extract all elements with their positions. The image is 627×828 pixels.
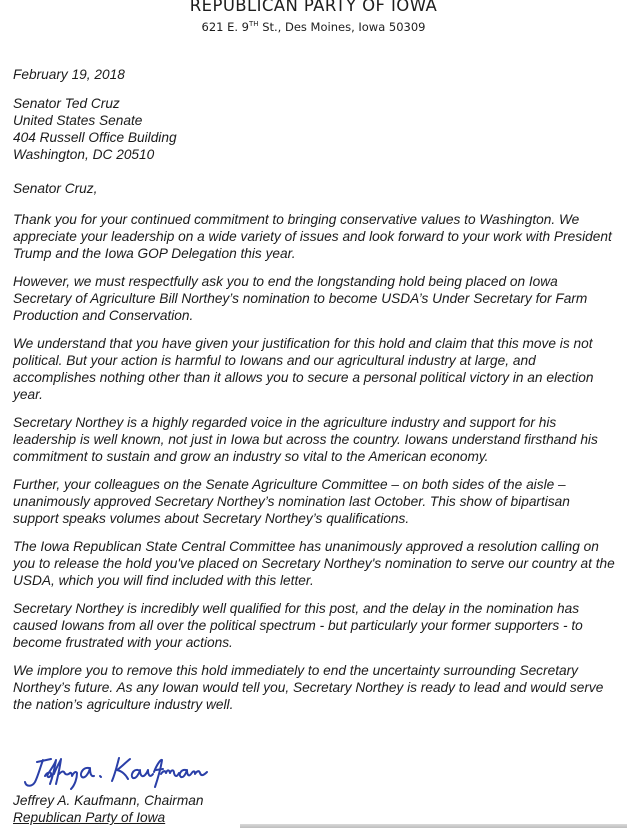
paragraph-1: Thank you for your continued commitment to bringing conservative values to Washington. We appreciate your leadership on a wide variety of issues and look forward to your work with President Trump and the Iowa GOP Delegation this year. [13,212,612,261]
paragraph-3: We understand that you have given your justification for this hold and claim that this move is not political. But your action is harmful to Iowans and our agricultural industry at large, and accomplishes nothing other than it allows you to secure a personal political victory in an election year. [13,336,594,402]
org-name: REPUBLICAN PARTY OF IOWA [189,0,438,15]
recipient-body: United States Senate [13,113,143,128]
paragraph-4: Secretary Northey is a highly regarded voice in the agriculture industry and support for his leadership is well known, not just in Iowa but across the country. Iowans understand firsthand his commitment to sustain and grow an industry so vital to the American economy. [13,415,598,464]
signer-name-title: Jeffrey A. Kaufmann, Chairman [13,793,204,808]
recipient-city: Washington, DC 20510 [13,147,155,162]
letter-body [13,66,617,713]
page-bottom-edge [240,824,627,828]
paragraph-6: The Iowa Republican State Central Committee has unanimously approved a resolution calling on you to release the hold you've placed on Secretary Northey's nomination to serve our country at the USDA, which you will find included with this letter. [13,539,615,588]
paragraph-8: We implore you to remove this hold immediately to end the uncertainty surrounding Secretary Northey’s future. As any Iowan would tell you, Secretary Northey is ready to lead and would serve the nation’s agriculture industry well. [13,663,604,712]
address-street: 621 E. 9 [201,20,249,34]
address-ordinal: TH [249,20,259,29]
handwritten-signature [23,754,213,792]
salutation: Senator Cruz, [13,181,98,196]
org-address [0,19,627,35]
paragraph-2: However, we must respectfully ask you to end the longstanding hold being placed on Iowa Secretary of Agriculture Bill Northey’s nomination to become USDA’s Under Secretary for Farm Production and Conservation. [13,274,588,323]
signer-organization: Republican Party of Iowa [13,810,166,825]
recipient-office: 404 Russell Office Building [13,130,177,145]
paragraph-5: Further, your colleagues on the Senate Agriculture Committee – on both sides of the aisle – unanimously approved Secretary Northey’s nomination last October. This show of bipartisan support speaks volumes about Secretary Northey’s qualifications. [13,477,570,526]
letterhead [0,0,627,35]
signature-block [13,754,213,826]
recipient-address [13,95,617,163]
paragraph-7: Secretary Northey is incredibly well qualified for this post, and the delay in the nomination has caused Iowans from all over the political spectrum - but particularly your former supporters - to become frustrated with your actions. [13,601,583,650]
recipient-name: Senator Ted Cruz [13,96,120,111]
letter-date: February 19, 2018 [13,67,125,82]
address-city: St., Des Moines, Iowa 50309 [258,20,426,34]
